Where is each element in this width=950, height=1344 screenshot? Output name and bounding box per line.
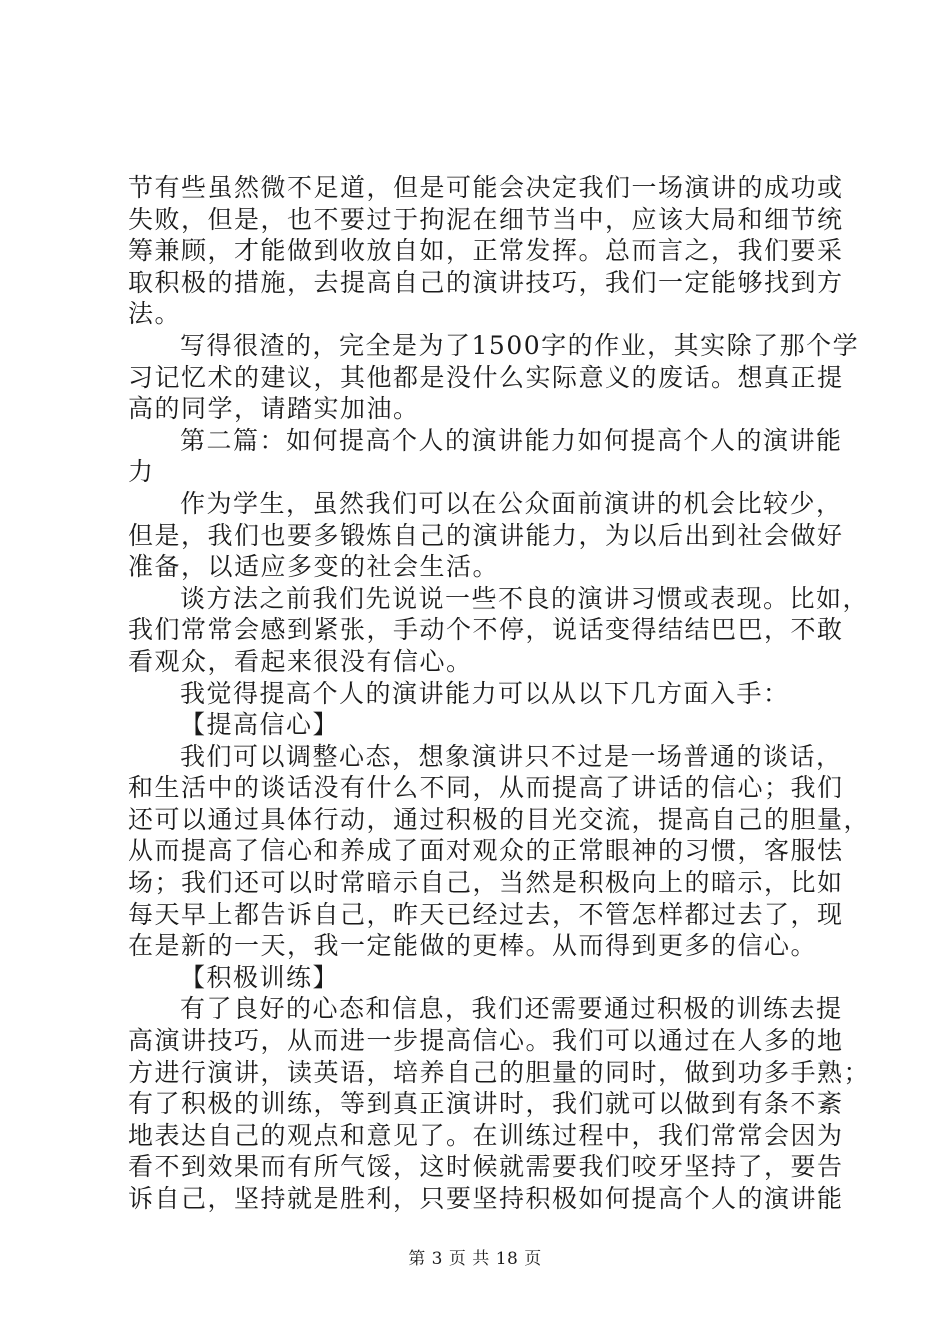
text-line: 每天早上都告诉自己，昨天已经过去，不管怎样都过去了，现 [128, 899, 844, 929]
text-line: 取积极的措施，去提高自己的演讲技巧，我们一定能够找到方 [128, 267, 844, 297]
text-line: 力 [128, 457, 155, 487]
text-line: 高的同学，请踏实加油。 [128, 394, 420, 424]
text-line: 高演讲技巧，从而进一步提高信心。我们可以通过在人多的地 [128, 1026, 844, 1056]
text-line: 第二篇：如何提高个人的演讲能力如何提高个人的演讲能 [180, 425, 843, 455]
text-line: 习记忆术的建议，其他都是没什么实际意义的废话。想真正提 [128, 362, 844, 392]
text-line: 和生活中的谈话没有什么不同，从而提高了讲话的信心；我们 [128, 773, 844, 803]
text-line: 还可以通过具体行动，通过积极的目光交流，提高自己的胆量， [128, 804, 871, 834]
document-body [128, 172, 871, 1215]
text-line: 在是新的一天，我一定能做的更棒。从而得到更多的信心。 [128, 931, 818, 961]
text-line: 失败，但是，也不要过于拘泥在细节当中，应该大局和细节统 [128, 204, 844, 234]
text-line: 地表达自己的观点和意见了。在训练过程中，我们常常会因为 [128, 1120, 844, 1150]
text-line: 作为学生，虽然我们可以在公众面前演讲的机会比较少， [180, 488, 843, 518]
text-line: 【积极训练】 [180, 962, 340, 992]
text-line: 看不到效果而有所气馁，这时候就需要我们咬牙坚持了，要告 [128, 1152, 844, 1182]
text-line: 写得很渣的，完全是为了1500字的作业，其实除了那个学 [180, 330, 860, 360]
text-line: 准备，以适应多变的社会生活。 [128, 552, 500, 582]
text-line: 我觉得提高个人的演讲能力可以从以下几方面入手： [180, 678, 790, 708]
text-line: 看观众，看起来很没有信心。 [128, 646, 473, 676]
text-line: 【提高信心】 [180, 710, 340, 740]
text-line: 谈方法之前我们先说说一些不良的演讲习惯或表现。比如， [180, 583, 870, 613]
text-line: 场；我们还可以时常暗示自己，当然是积极向上的暗示，比如 [128, 868, 844, 898]
text-line: 我们可以调整心态，想象演讲只不过是一场普通的谈话， [180, 741, 843, 771]
text-line: 有了积极的训练，等到真正演讲时，我们就可以做到有条不紊 [128, 1089, 844, 1119]
text-line: 有了良好的心态和信息，我们还需要通过积极的训练去提 [180, 994, 843, 1024]
page-footer: 第 3 页 共 18 页 [408, 1249, 542, 1269]
text-line: 从而提高了信心和养成了面对观众的正常眼神的习惯，客服怯 [128, 836, 844, 866]
text-line: 但是，我们也要多锻炼自己的演讲能力，为以后出到社会做好 [128, 520, 844, 550]
text-line: 方进行演讲，读英语，培养自己的胆量的同时，做到功多手熟； [128, 1057, 871, 1087]
text-line: 我们常常会感到紧张，手动个不停，说话变得结结巴巴，不敢 [128, 615, 844, 645]
text-line: 法。 [128, 299, 182, 329]
text-line: 筹兼顾，才能做到收放自如，正常发挥。总而言之，我们要采 [128, 236, 844, 266]
text-line: 节有些虽然微不足道，但是可能会决定我们一场演讲的成功或 [128, 173, 844, 202]
text-line: 诉自己，坚持就是胜利，只要坚持积极如何提高个人的演讲能 [128, 1184, 844, 1213]
